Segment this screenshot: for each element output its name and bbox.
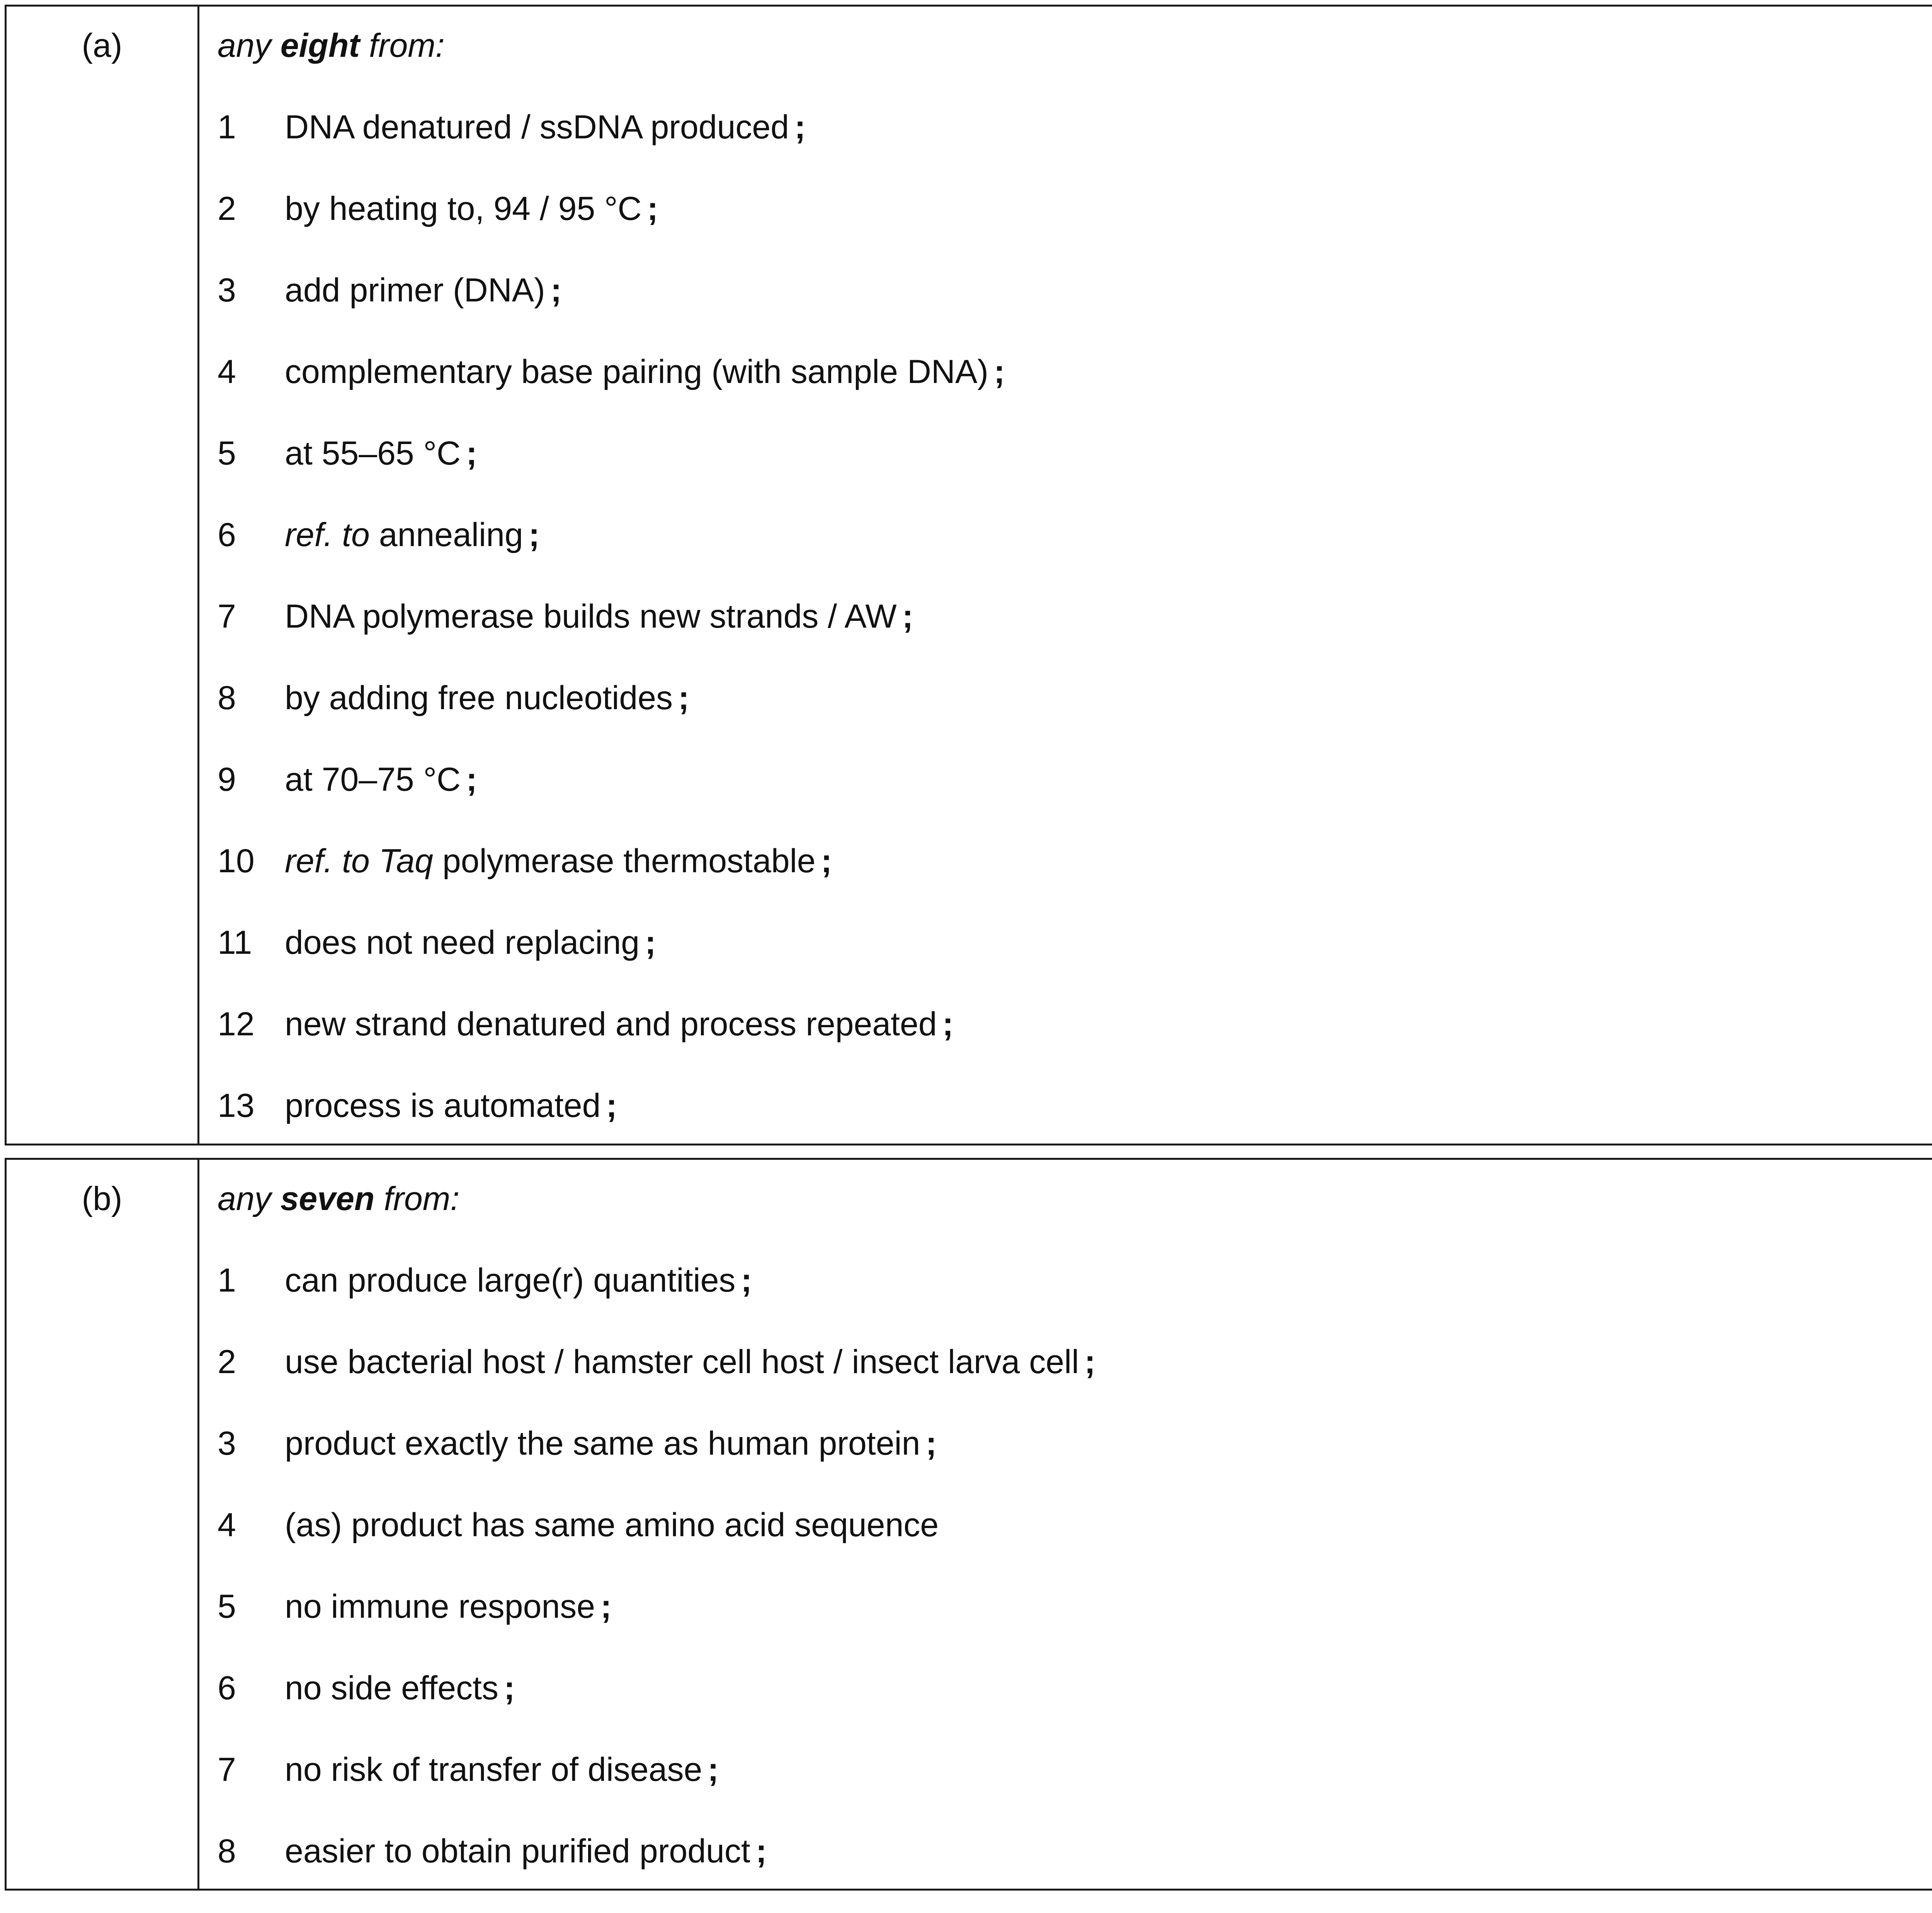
point-number: 1 <box>218 109 236 146</box>
mark-separator: ; <box>994 353 1005 390</box>
mark-separator: ; <box>925 1425 937 1462</box>
point-number: 5 <box>218 1588 236 1625</box>
point-body: by heating to, 94 / 95 °C <box>285 190 642 227</box>
point-number: 3 <box>218 1425 236 1462</box>
point-number: 7 <box>218 1751 236 1788</box>
point-number: 12 <box>218 1006 255 1043</box>
marking-point <box>218 1086 1932 1168</box>
point-body: no side effects <box>285 1670 498 1707</box>
mark-separator: ; <box>1084 1343 1095 1380</box>
column-divider <box>197 7 199 1144</box>
point-number: 5 <box>218 435 236 472</box>
point-text <box>285 841 832 881</box>
marking-point <box>218 107 1932 189</box>
marking-point <box>218 1750 1932 1831</box>
mark-separator: ; <box>755 1833 767 1870</box>
mark-separator: ; <box>504 1670 515 1707</box>
point-text <box>285 107 806 147</box>
point-text <box>285 1750 719 1790</box>
point-number: 4 <box>218 353 236 390</box>
part-label: (a) <box>82 27 122 64</box>
marking-point <box>218 1004 1932 1086</box>
point-number: 4 <box>218 1506 236 1544</box>
mark-separator: ; <box>647 190 658 227</box>
mark-separator: ; <box>741 1262 752 1299</box>
point-text <box>285 760 477 800</box>
marking-point <box>218 923 1932 1004</box>
point-text <box>285 1004 953 1044</box>
point-text <box>285 1587 612 1627</box>
column-divider <box>197 1160 199 1889</box>
mark-separator: ; <box>466 761 477 798</box>
point-body: complementary base pairing (with sample DNA) <box>285 353 989 390</box>
marking-point <box>218 1342 1932 1424</box>
point-body: by adding free nucleotides <box>285 679 673 717</box>
point-number: 2 <box>218 190 236 227</box>
point-text <box>285 597 913 637</box>
marking-point <box>218 1587 1932 1668</box>
point-body: process is automated <box>285 1087 601 1124</box>
point-text <box>285 189 658 229</box>
marking-point <box>218 841 1932 923</box>
mark-scheme-part-a <box>5 5 1932 1145</box>
instruction-line: any eight from: <box>218 27 445 64</box>
point-body: annealing <box>379 516 523 553</box>
answer-points <box>218 1179 1932 1913</box>
point-number: 13 <box>218 1087 255 1124</box>
point-text <box>285 352 1005 392</box>
marking-point <box>218 1424 1932 1505</box>
point-body: add primer (DNA) <box>285 272 545 309</box>
point-body: DNA polymerase builds new strands / AW <box>285 598 897 635</box>
point-text <box>285 1261 752 1300</box>
mark-separator: ; <box>466 435 477 472</box>
mark-separator: ; <box>645 924 656 961</box>
point-number: 9 <box>218 761 236 798</box>
point-text <box>285 1831 767 1871</box>
point-body: easier to obtain purified product <box>285 1833 750 1870</box>
mark-separator: ; <box>821 842 832 880</box>
point-body: (as) product has same amino acid sequence <box>285 1506 939 1544</box>
marking-point <box>218 515 1932 597</box>
mark-separator: ; <box>600 1588 612 1625</box>
point-italic-prefix: ref. to Taq <box>285 842 434 880</box>
answer-points <box>218 26 1932 1168</box>
point-number: 8 <box>218 679 236 717</box>
mark-separator: ; <box>606 1087 617 1124</box>
marking-point <box>218 434 1932 515</box>
mark-separator: ; <box>707 1751 719 1788</box>
point-body: no risk of transfer of disease <box>285 1751 702 1788</box>
point-text <box>285 1668 515 1708</box>
mark-separator: ; <box>902 598 913 635</box>
mark-scheme-part-b <box>5 1158 1932 1891</box>
mark-separator: ; <box>942 1006 954 1043</box>
point-text <box>285 271 561 310</box>
point-text <box>285 1424 937 1464</box>
marking-point <box>218 189 1932 271</box>
marking-point <box>218 1668 1932 1750</box>
marking-point <box>218 678 1932 760</box>
marking-point <box>218 1505 1932 1587</box>
point-italic-prefix: ref. to <box>285 516 370 553</box>
point-text <box>285 1086 617 1126</box>
point-body: polymerase thermostable <box>442 842 816 880</box>
point-number: 11 <box>218 924 252 961</box>
point-number: 7 <box>218 598 236 635</box>
mark-separator: ; <box>794 109 806 146</box>
point-body: use bacterial host / hamster cell host / insect larva cell <box>285 1343 1079 1380</box>
point-number: 3 <box>218 272 236 309</box>
point-body: DNA denatured / ssDNA produced <box>285 109 789 146</box>
marking-point <box>218 1831 1932 1913</box>
marking-point <box>218 1261 1932 1342</box>
point-text <box>285 678 689 718</box>
point-body: at 55–65 °C <box>285 435 461 472</box>
instruction-line: any seven from: <box>218 1180 460 1217</box>
mark-separator: ; <box>550 272 562 309</box>
point-body: product exactly the same as human protein <box>285 1425 920 1462</box>
point-text <box>285 923 656 963</box>
point-body: can produce large(r) quantities <box>285 1262 736 1299</box>
point-text <box>285 1505 939 1545</box>
mark-separator: ; <box>528 516 540 553</box>
point-number: 8 <box>218 1833 236 1870</box>
point-text <box>285 434 477 473</box>
point-number: 2 <box>218 1343 236 1380</box>
point-text <box>285 515 539 555</box>
point-number: 1 <box>218 1262 236 1299</box>
marking-point <box>218 271 1932 352</box>
marking-point <box>218 597 1932 678</box>
point-body: no immune response <box>285 1588 595 1625</box>
mark-separator: ; <box>678 679 689 717</box>
point-body: at 70–75 °C <box>285 761 461 798</box>
point-body: does not need replacing <box>285 924 640 961</box>
point-body: new strand denatured and process repeated <box>285 1006 937 1043</box>
part-label: (b) <box>82 1180 122 1217</box>
marking-point <box>218 760 1932 841</box>
marking-point <box>218 352 1932 434</box>
point-text <box>285 1342 1095 1382</box>
point-number: 6 <box>218 516 236 553</box>
point-number: 10 <box>218 842 255 880</box>
point-number: 6 <box>218 1670 236 1707</box>
